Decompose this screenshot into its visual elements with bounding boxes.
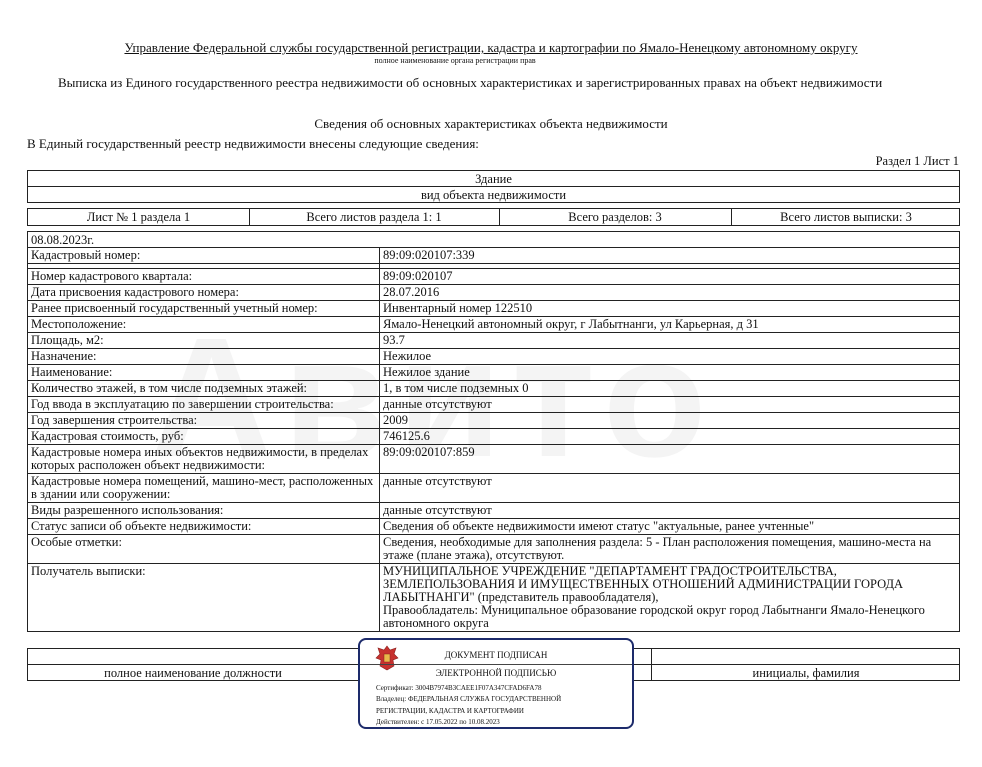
stamp-owner-2: РЕГИСТРАЦИИ, КАДАСТРА И КАРТОГРАФИИ [376,707,524,715]
row-label: Особые отметки: [28,535,380,564]
row-value: Сведения, необходимые для заполнения раздела: 5 - План расположения помещения, машино-места на этаже (плане этажа), отсутствуют. [380,535,960,564]
table-row [28,349,960,365]
row-value: данные отсутствуют [380,503,960,519]
table-row [28,535,960,564]
row-label: Номер кадастрового квартала: [28,269,380,285]
position-caption: полное наименование должности [104,666,282,680]
row-label: Кадастровая стоимость, руб: [28,429,380,445]
stamp-certificate: Сертификат: 3004B7974B3CAEE1F07A347CFAD6FA78 [376,684,542,692]
sheet-info-row [27,208,960,226]
row-label: Статус записи об объекте недвижимости: [28,519,380,535]
object-type-box [27,170,960,203]
row-value: Инвентарный номер 122510 [380,301,960,317]
table-row [28,474,960,503]
table-row [28,381,960,397]
organization-subtitle: полное наименование органа регистрации прав [374,56,536,65]
row-value: Ямало-Ненецкий автономный округ, г Лабытнанги, ул Карьерная, д 31 [380,317,960,333]
table-row [28,317,960,333]
table-row [28,503,960,519]
row-label: Получатель выписки: [28,564,380,632]
row-label: Местоположение: [28,317,380,333]
row-value: 89:09:020107:339 [380,248,960,264]
row-label: Год завершения строительства: [28,413,380,429]
row-label: Кадастровые номера помещений, машино-мест, расположенных в здании или сооружении: [28,474,380,503]
row-value: 746125.6 [380,429,960,445]
table-row [28,445,960,474]
row-label: Количество этажей, в том числе подземных этажей: [28,381,380,397]
row-label: Дата присвоения кадастрового номера: [28,285,380,301]
table-row [28,285,960,301]
extract-title: Выписка из Единого государственного реестра недвижимости об основных характеристиках и зарегистрированных правах на объект недвижимости [58,75,883,90]
row-value: 1, в том числе подземных 0 [380,381,960,397]
stamp-validity: Действителен: с 17.05.2022 по 10.08.2023 [376,718,500,726]
total-sections: Всего разделов: 3 [568,210,662,224]
organization-name: Управление Федеральной службы государственной регистрации, кадастра и картографии по Ямало-Ненецкому автономному округу [124,40,858,55]
stamp-line2: ЭЛЕКТРОННОЙ ПОДПИСЬЮ [435,668,557,678]
row-value: 28.07.2016 [380,285,960,301]
stamp-owner: Владелец: ФЕДЕРАЛЬНАЯ СЛУЖБА ГОСУДАРСТВЕННОЙ [376,695,562,703]
table-row [28,429,960,445]
property-table [27,247,960,632]
table-row [28,397,960,413]
page-reference: Раздел 1 Лист 1 [875,154,959,168]
table-row [28,269,960,285]
object-type: Здание [475,172,512,186]
row-label: Кадастровый номер: [28,248,380,264]
e-signature-stamp [358,638,634,729]
recipient-value: МУНИЦИПАЛЬНОЕ УЧРЕЖДЕНИЕ "ДЕПАРТАМЕНТ ГРАДОСТРОИТЕЛЬСТВА, ЗЕМЛЕПОЛЬЗОВАНИЯ И ИМУЩЕСТВЕННЫХ ОТНОШЕНИЙ АДМИНИСТРАЦИИ ГОРОДА ЛАБЫТНАНГИ" (представитель правообладателя), [383,564,904,604]
row-value: 89:09:020107 [380,269,960,285]
object-type-caption: вид объекта недвижимости [420,188,567,202]
row-value: данные отсутствуют [380,474,960,503]
row-value: 93.7 [380,333,960,349]
table-row [28,333,960,349]
table-row [28,564,960,632]
extract-date: 08.08.2023г. [31,233,95,247]
table-row [28,301,960,317]
row-label: Наименование: [28,365,380,381]
sheet-number: Лист № 1 раздела 1 [86,210,191,224]
row-value: Нежилое [380,349,960,365]
table-row [28,413,960,429]
row-label: Год ввода в эксплуатацию по завершении строительства: [28,397,380,413]
row-value: 2009 [380,413,960,429]
row-value: данные отсутствуют [380,397,960,413]
section-title: Сведения об основных характеристиках объекта недвижимости [314,116,668,131]
row-value: Сведения об объекте недвижимости имеют статус "актуальные, ранее учтенные" [380,519,960,535]
row-label: Кадастровые номера иных объектов недвижимости, в пределах которых расположен объект недвижимости: [28,445,380,474]
table-row [28,248,960,264]
initials-caption: инициалы, фамилия [752,666,860,680]
row-label: Виды разрешенного использования: [28,503,380,519]
owner-value: Правообладатель: Муниципальное образование городской округ город Лабытнанги Ямало-Ненецкого автономного округа [383,603,925,630]
intro-text: В Единый государственный реестр недвижимости внесены следующие сведения: [27,136,479,151]
row-value: 89:09:020107:859 [380,445,960,474]
stamp-line1: ДОКУМЕНТ ПОДПИСАН [444,650,548,660]
row-label: Ранее присвоенный государственный учетный номер: [28,301,380,317]
date-row [27,231,960,248]
total-sheets-extract: Всего листов выписки: 3 [780,210,912,224]
table-row [28,365,960,381]
row-label: Площадь, м2: [28,333,380,349]
total-sheets-section: Всего листов раздела 1: 1 [306,210,442,224]
table-row [28,519,960,535]
row-value: Нежилое здание [380,365,960,381]
row-label: Назначение: [28,349,380,365]
recipient-cell [380,564,960,632]
